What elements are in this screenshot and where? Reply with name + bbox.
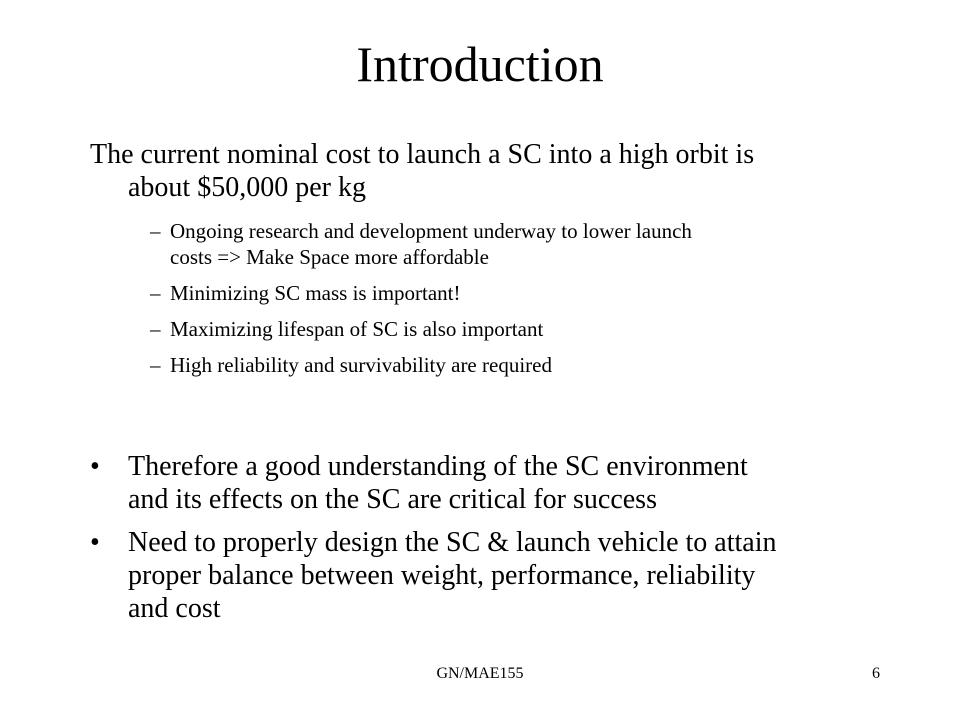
sub-point-line: costs => Make Space more affordable <box>170 245 489 269</box>
bullet-line: and cost <box>128 593 221 624</box>
bullet-line: proper balance between weight, performance, reliability <box>128 560 756 591</box>
dash-marker: – <box>150 353 161 377</box>
dash-marker: – <box>150 317 161 341</box>
intro-line: The current nominal cost to launch a SC into a high orbit is <box>90 139 755 170</box>
slide-title: Introduction <box>356 36 604 92</box>
sub-point-line: Minimizing SC mass is important! <box>170 281 461 305</box>
bullet-line: and its effects on the SC are critical for success <box>128 484 657 515</box>
bullet-icon: • <box>90 451 100 482</box>
bullet-item <box>90 450 910 516</box>
dash-marker: – <box>150 281 161 305</box>
footer-course-code: GN/MAE155 <box>436 665 524 682</box>
bullet-icon: • <box>90 527 100 558</box>
bullet-list <box>90 450 910 635</box>
bullet-line: Therefore a good understanding of the SC environment <box>128 451 748 482</box>
intro-paragraph <box>90 138 890 204</box>
sub-point-line: High reliability and survivability are required <box>170 353 552 377</box>
sub-point <box>150 280 870 306</box>
page-number: 6 <box>872 665 880 682</box>
sub-point-line: Ongoing research and development underway to lower launch <box>170 219 692 243</box>
intro-line: about $50,000 per kg <box>128 172 366 203</box>
sub-point-list <box>150 218 870 388</box>
dash-marker: – <box>150 219 161 243</box>
sub-point <box>150 352 870 378</box>
sub-point <box>150 316 870 342</box>
sub-point <box>150 218 870 270</box>
bullet-line: Need to properly design the SC & launch vehicle to attain <box>128 527 777 558</box>
sub-point-line: Maximizing lifespan of SC is also important <box>170 317 544 341</box>
bullet-item <box>90 526 910 625</box>
